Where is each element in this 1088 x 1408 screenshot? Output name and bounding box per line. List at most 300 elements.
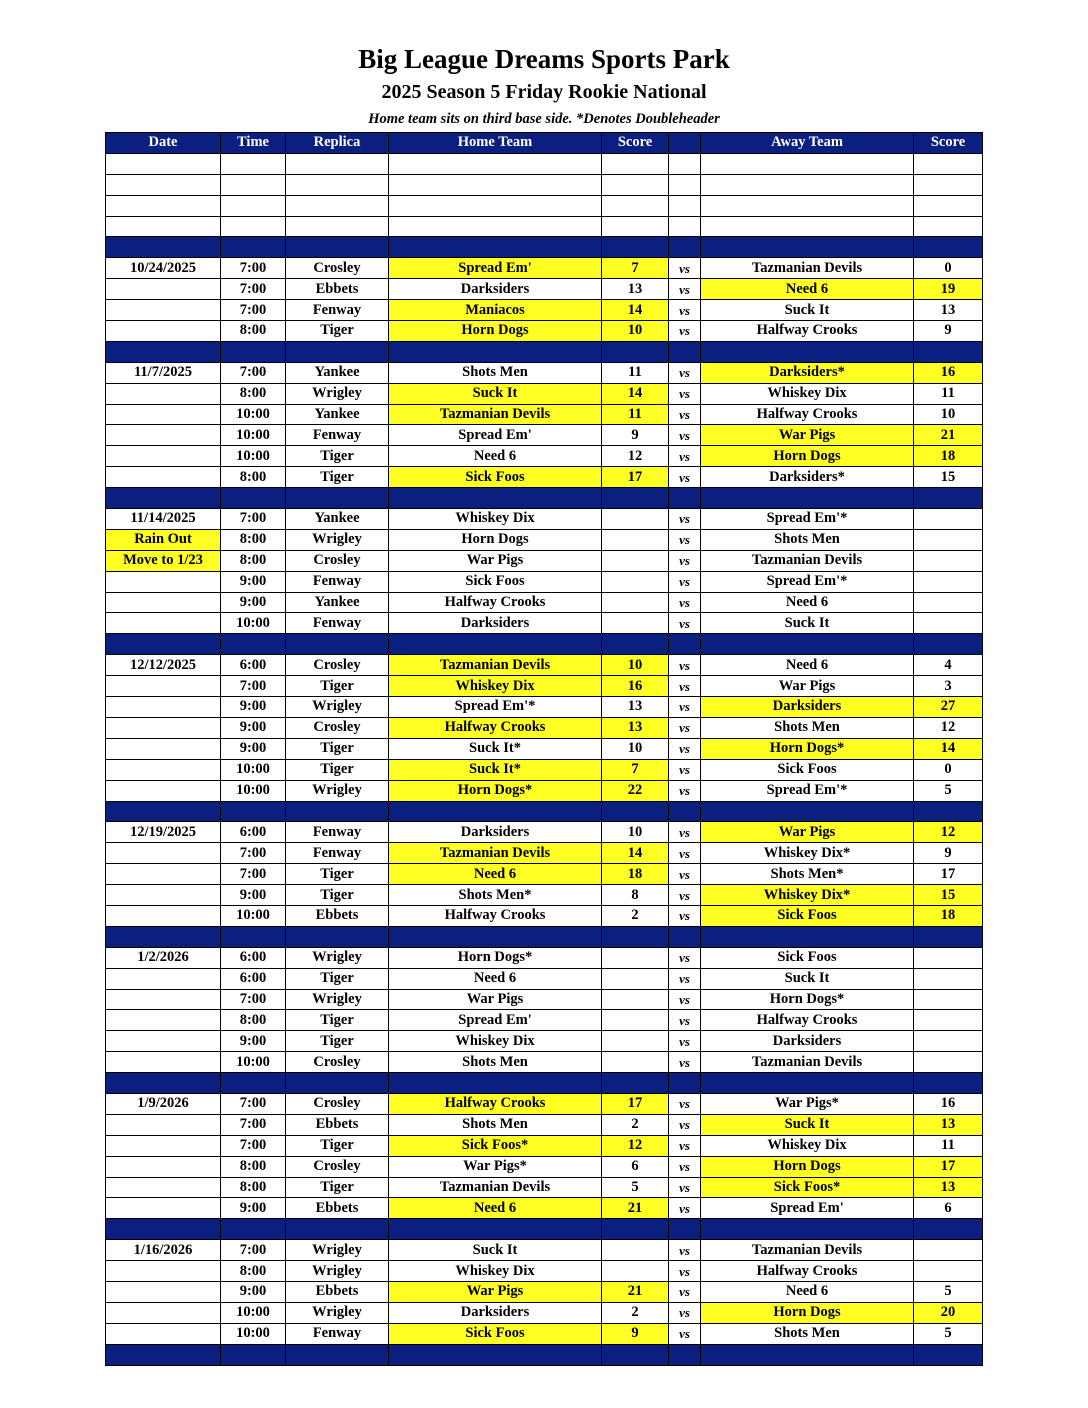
home-team: Halfway Crooks (389, 717, 602, 738)
game-replica-field: Fenway (286, 1323, 389, 1344)
game-row (106, 1261, 983, 1282)
separator-cell (602, 488, 669, 509)
game-row (106, 1302, 983, 1323)
away-score: 13 (914, 300, 983, 321)
separator-cell (286, 488, 389, 509)
game-date (106, 843, 221, 864)
game-row (106, 1177, 983, 1198)
home-score: 17 (602, 467, 669, 488)
game-time: 6:00 (221, 822, 286, 843)
separator-cell (221, 801, 286, 822)
blank-cell (389, 195, 602, 216)
home-team: Horn Dogs (389, 321, 602, 342)
home-team: Spread Em'* (389, 697, 602, 718)
blank-cell (914, 153, 983, 174)
page-subtitle: 2025 Season 5 Friday Rookie National (381, 81, 707, 103)
schedule-body (106, 153, 983, 1365)
game-row (106, 446, 983, 467)
separator-cell (701, 237, 914, 258)
home-score (602, 550, 669, 571)
game-row (106, 383, 983, 404)
away-score: 16 (914, 1093, 983, 1114)
week-separator (106, 1344, 983, 1365)
game-date (106, 1323, 221, 1344)
away-team: Sick Foos (701, 905, 914, 926)
separator-cell (106, 926, 221, 947)
schedule-table (105, 132, 983, 1366)
game-row (106, 613, 983, 634)
game-time: 9:00 (221, 1281, 286, 1302)
away-score: 11 (914, 383, 983, 404)
home-score: 12 (602, 1135, 669, 1156)
home-score: 21 (602, 1281, 669, 1302)
away-score: 27 (914, 697, 983, 718)
separator-cell (669, 488, 701, 509)
away-team: Whiskey Dix* (701, 885, 914, 906)
game-date: Rain Out (106, 529, 221, 550)
home-team: Sick Foos (389, 571, 602, 592)
game-time: 9:00 (221, 592, 286, 613)
separator-cell (914, 488, 983, 509)
away-score: 6 (914, 1198, 983, 1219)
game-replica-field: Tiger (286, 1010, 389, 1031)
game-replica-field: Ebbets (286, 1198, 389, 1219)
away-score (914, 571, 983, 592)
separator-cell (669, 926, 701, 947)
game-row (106, 425, 983, 446)
vs-label: vs (669, 759, 701, 780)
vs-label: vs (669, 321, 701, 342)
vs-label: vs (669, 1010, 701, 1031)
game-time: 8:00 (221, 529, 286, 550)
game-time: 10:00 (221, 905, 286, 926)
game-replica-field: Fenway (286, 822, 389, 843)
game-time: 9:00 (221, 1198, 286, 1219)
away-score: 0 (914, 258, 983, 279)
game-replica-field: Fenway (286, 300, 389, 321)
game-date (106, 1031, 221, 1052)
separator-cell (602, 1073, 669, 1094)
separator-cell (389, 237, 602, 258)
game-time: 8:00 (221, 550, 286, 571)
vs-label: vs (669, 258, 701, 279)
game-time: 9:00 (221, 571, 286, 592)
away-team: Need 6 (701, 592, 914, 613)
away-team: Spread Em'* (701, 509, 914, 530)
game-time: 7:00 (221, 509, 286, 530)
game-date (106, 592, 221, 613)
home-score: 14 (602, 300, 669, 321)
blank-cell (221, 174, 286, 195)
separator-cell (701, 1344, 914, 1365)
game-date (106, 425, 221, 446)
home-team: Need 6 (389, 1198, 602, 1219)
separator-cell (669, 1219, 701, 1240)
game-time: 7:00 (221, 676, 286, 697)
game-row (106, 1156, 983, 1177)
separator-cell (221, 634, 286, 655)
game-replica-field: Tiger (286, 864, 389, 885)
game-replica-field: Fenway (286, 613, 389, 634)
game-replica-field: Ebbets (286, 279, 389, 300)
game-date (106, 1010, 221, 1031)
blank-cell (221, 195, 286, 216)
vs-label: vs (669, 822, 701, 843)
away-team: Halfway Crooks (701, 1261, 914, 1282)
game-date (106, 300, 221, 321)
away-score: 21 (914, 425, 983, 446)
away-score: 17 (914, 1156, 983, 1177)
away-team: Whiskey Dix* (701, 843, 914, 864)
home-team: Darksiders (389, 822, 602, 843)
game-date: 1/9/2026 (106, 1093, 221, 1114)
vs-label: vs (669, 1135, 701, 1156)
game-date: 12/19/2025 (106, 822, 221, 843)
week-separator (106, 1219, 983, 1240)
vs-label: vs (669, 1093, 701, 1114)
away-team: Horn Dogs* (701, 738, 914, 759)
vs-label: vs (669, 592, 701, 613)
vs-label: vs (669, 1052, 701, 1073)
game-date (106, 738, 221, 759)
vs-label: vs (669, 1302, 701, 1323)
away-team: Halfway Crooks (701, 321, 914, 342)
home-team: Tazmanian Devils (389, 1177, 602, 1198)
game-replica-field: Fenway (286, 571, 389, 592)
game-replica-field: Wrigley (286, 383, 389, 404)
home-team: Darksiders (389, 279, 602, 300)
vs-label: vs (669, 300, 701, 321)
away-team: Need 6 (701, 279, 914, 300)
game-date (106, 676, 221, 697)
game-time: 8:00 (221, 1261, 286, 1282)
separator-cell (602, 801, 669, 822)
away-team: Darksiders (701, 1031, 914, 1052)
home-team: Spread Em' (389, 425, 602, 446)
away-team: Halfway Crooks (701, 1010, 914, 1031)
home-team: Shots Men* (389, 885, 602, 906)
game-time: 6:00 (221, 947, 286, 968)
home-team: Whiskey Dix (389, 509, 602, 530)
separator-cell (602, 1219, 669, 1240)
away-score: 5 (914, 780, 983, 801)
game-replica-field: Tiger (286, 885, 389, 906)
separator-cell (602, 634, 669, 655)
game-time: 8:00 (221, 321, 286, 342)
game-row (106, 885, 983, 906)
vs-label: vs (669, 1198, 701, 1219)
away-team: War Pigs (701, 676, 914, 697)
game-replica-field: Crosley (286, 717, 389, 738)
vs-label: vs (669, 738, 701, 759)
separator-cell (221, 926, 286, 947)
game-time: 6:00 (221, 968, 286, 989)
vs-label: vs (669, 383, 701, 404)
game-replica-field: Yankee (286, 509, 389, 530)
game-time: 9:00 (221, 717, 286, 738)
separator-cell (669, 801, 701, 822)
col-home-score-header: Score (602, 133, 669, 154)
vs-label: vs (669, 550, 701, 571)
game-date: 11/14/2025 (106, 509, 221, 530)
separator-cell (669, 1073, 701, 1094)
game-date: 12/12/2025 (106, 655, 221, 676)
separator-cell (701, 926, 914, 947)
game-time: 7:00 (221, 989, 286, 1010)
separator-cell (389, 634, 602, 655)
blank-cell (914, 174, 983, 195)
home-score (602, 592, 669, 613)
away-team: Whiskey Dix (701, 1135, 914, 1156)
home-team: Horn Dogs* (389, 947, 602, 968)
home-team: Spread Em' (389, 1010, 602, 1031)
away-team: Shots Men (701, 1323, 914, 1344)
home-team: Whiskey Dix (389, 1031, 602, 1052)
game-time: 9:00 (221, 1031, 286, 1052)
separator-cell (701, 1219, 914, 1240)
col-date-header: Date (106, 133, 221, 154)
game-row (106, 362, 983, 383)
away-score: 9 (914, 843, 983, 864)
game-row (106, 1052, 983, 1073)
game-time: 7:00 (221, 843, 286, 864)
game-date (106, 1177, 221, 1198)
away-score (914, 1261, 983, 1282)
vs-label: vs (669, 404, 701, 425)
blank-cell (602, 153, 669, 174)
game-replica-field: Fenway (286, 843, 389, 864)
game-date (106, 968, 221, 989)
game-time: 8:00 (221, 1010, 286, 1031)
blank-cell (106, 153, 221, 174)
game-row (106, 467, 983, 488)
game-row (106, 550, 983, 571)
game-date (106, 1302, 221, 1323)
vs-label: vs (669, 989, 701, 1010)
game-replica-field: Yankee (286, 362, 389, 383)
separator-cell (602, 237, 669, 258)
game-replica-field: Ebbets (286, 1281, 389, 1302)
separator-cell (221, 1073, 286, 1094)
away-score (914, 529, 983, 550)
game-row (106, 592, 983, 613)
week-separator (106, 488, 983, 509)
game-replica-field: Wrigley (286, 697, 389, 718)
game-date: Move to 1/23 (106, 550, 221, 571)
separator-cell (221, 488, 286, 509)
home-score (602, 571, 669, 592)
home-team: War Pigs (389, 1281, 602, 1302)
home-score: 10 (602, 822, 669, 843)
home-score: 8 (602, 885, 669, 906)
game-row (106, 717, 983, 738)
separator-cell (106, 237, 221, 258)
col-home-team-header: Home Team (389, 133, 602, 154)
home-team: Whiskey Dix (389, 1261, 602, 1282)
game-date (106, 1156, 221, 1177)
away-score (914, 989, 983, 1010)
game-row (106, 1135, 983, 1156)
separator-cell (389, 1219, 602, 1240)
vs-label: vs (669, 571, 701, 592)
game-row (106, 1010, 983, 1031)
away-score: 13 (914, 1114, 983, 1135)
blank-cell (286, 216, 389, 237)
away-team: Darksiders* (701, 467, 914, 488)
game-time: 8:00 (221, 383, 286, 404)
game-replica-field: Fenway (286, 425, 389, 446)
home-team: Need 6 (389, 864, 602, 885)
home-score: 6 (602, 1156, 669, 1177)
away-score: 4 (914, 655, 983, 676)
week-separator (106, 801, 983, 822)
home-team: Tazmanian Devils (389, 404, 602, 425)
away-score: 9 (914, 321, 983, 342)
separator-cell (106, 1219, 221, 1240)
game-date (106, 1052, 221, 1073)
separator-cell (701, 1073, 914, 1094)
game-time: 9:00 (221, 738, 286, 759)
vs-label: vs (669, 1114, 701, 1135)
game-date (106, 446, 221, 467)
game-row (106, 509, 983, 530)
week-separator (106, 926, 983, 947)
separator-cell (701, 634, 914, 655)
home-score: 12 (602, 446, 669, 467)
col-away-score-header: Score (914, 133, 983, 154)
home-score (602, 1031, 669, 1052)
vs-label: vs (669, 1240, 701, 1261)
separator-cell (669, 634, 701, 655)
separator-cell (221, 1219, 286, 1240)
home-team: War Pigs (389, 550, 602, 571)
blank-cell (389, 153, 602, 174)
home-team: Sick Foos (389, 1323, 602, 1344)
game-row (106, 822, 983, 843)
away-score (914, 1031, 983, 1052)
away-score: 16 (914, 362, 983, 383)
home-score: 10 (602, 655, 669, 676)
away-score: 19 (914, 279, 983, 300)
separator-cell (286, 237, 389, 258)
separator-cell (914, 237, 983, 258)
game-time: 10:00 (221, 759, 286, 780)
game-time: 8:00 (221, 1177, 286, 1198)
away-team: Spread Em' (701, 1198, 914, 1219)
game-replica-field: Yankee (286, 592, 389, 613)
vs-label: vs (669, 1281, 701, 1302)
vs-label: vs (669, 467, 701, 488)
away-team: Suck It (701, 300, 914, 321)
home-score: 2 (602, 1114, 669, 1135)
away-team: Tazmanian Devils (701, 1052, 914, 1073)
separator-cell (914, 926, 983, 947)
separator-cell (106, 634, 221, 655)
blank-cell (602, 216, 669, 237)
away-team: War Pigs (701, 425, 914, 446)
away-score (914, 1052, 983, 1073)
home-score: 18 (602, 864, 669, 885)
separator-cell (221, 341, 286, 362)
home-score (602, 1010, 669, 1031)
game-replica-field: Crosley (286, 258, 389, 279)
separator-cell (602, 1344, 669, 1365)
away-score: 0 (914, 759, 983, 780)
vs-label: vs (669, 843, 701, 864)
away-team: Suck It (701, 613, 914, 634)
separator-cell (389, 1344, 602, 1365)
game-replica-field: Tiger (286, 1135, 389, 1156)
game-date: 11/7/2025 (106, 362, 221, 383)
home-score: 16 (602, 676, 669, 697)
game-row (106, 759, 983, 780)
separator-cell (914, 634, 983, 655)
game-row (106, 1198, 983, 1219)
vs-label: vs (669, 1177, 701, 1198)
game-replica-field: Crosley (286, 1052, 389, 1073)
home-score (602, 1240, 669, 1261)
game-date: 1/16/2026 (106, 1240, 221, 1261)
home-score (602, 613, 669, 634)
home-score: 13 (602, 279, 669, 300)
game-date (106, 697, 221, 718)
game-replica-field: Ebbets (286, 1114, 389, 1135)
game-time: 7:00 (221, 864, 286, 885)
home-score: 11 (602, 362, 669, 383)
vs-label: vs (669, 1323, 701, 1344)
away-score: 11 (914, 1135, 983, 1156)
away-team: Sick Foos (701, 759, 914, 780)
home-team: Halfway Crooks (389, 905, 602, 926)
game-row (106, 1281, 983, 1302)
home-score (602, 509, 669, 530)
home-score: 11 (602, 404, 669, 425)
home-team: Sick Foos (389, 467, 602, 488)
blank-cell (286, 174, 389, 195)
away-team: Tazmanian Devils (701, 550, 914, 571)
separator-cell (106, 801, 221, 822)
blank-cell (602, 195, 669, 216)
separator-cell (106, 341, 221, 362)
game-replica-field: Tiger (286, 738, 389, 759)
blank-row (106, 216, 983, 237)
col-replica-header: Replica (286, 133, 389, 154)
blank-row (106, 174, 983, 195)
separator-cell (602, 926, 669, 947)
game-replica-field: Tiger (286, 1177, 389, 1198)
separator-cell (914, 801, 983, 822)
game-replica-field: Ebbets (286, 905, 389, 926)
separator-cell (701, 801, 914, 822)
home-score: 7 (602, 258, 669, 279)
game-row (106, 905, 983, 926)
away-score: 20 (914, 1302, 983, 1323)
game-date (106, 1135, 221, 1156)
away-score: 10 (914, 404, 983, 425)
home-team: Darksiders (389, 613, 602, 634)
game-replica-field: Tiger (286, 676, 389, 697)
home-score: 17 (602, 1093, 669, 1114)
away-score: 12 (914, 822, 983, 843)
away-team: Need 6 (701, 1281, 914, 1302)
away-team: Halfway Crooks (701, 404, 914, 425)
home-team: Tazmanian Devils (389, 843, 602, 864)
blank-cell (701, 195, 914, 216)
blank-row (106, 195, 983, 216)
away-team: Darksiders* (701, 362, 914, 383)
vs-label: vs (669, 968, 701, 989)
game-replica-field: Tiger (286, 467, 389, 488)
